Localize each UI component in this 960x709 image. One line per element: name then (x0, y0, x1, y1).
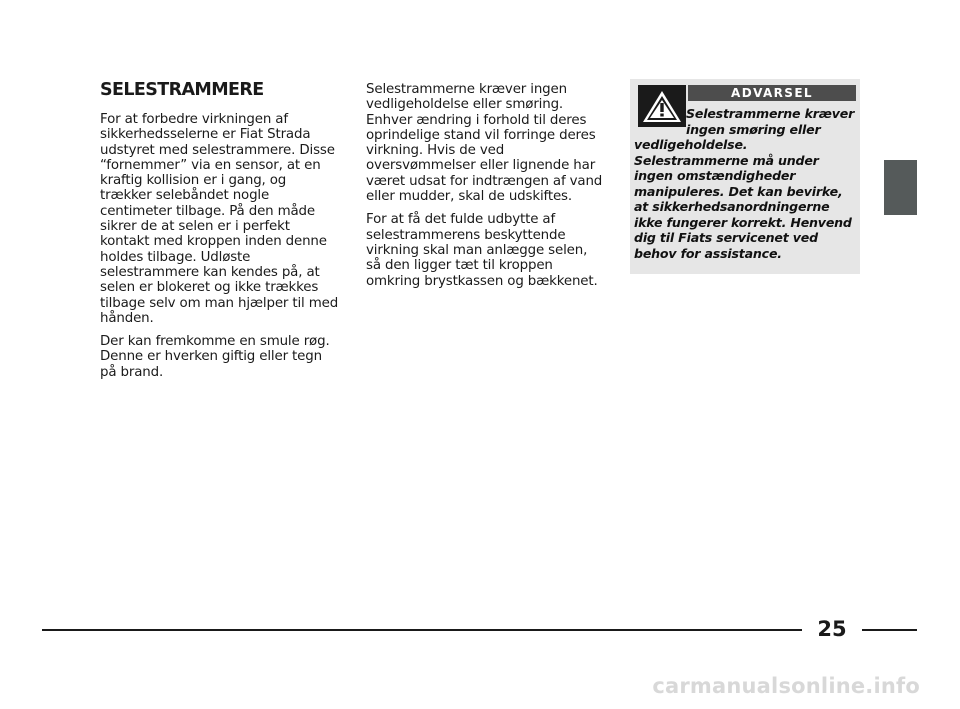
paragraph: Selestrammerne kræver ingen vedligeholdelse eller smøring. Enhver ændring i forhold til deres oprindelige stand vil forringe deres virkning. Hvis de ved oversvømmelser eller lignende har været udsat for indtrængen af vand eller mudder, skal de udskiftes. (366, 82, 603, 205)
warning-text: Selestrammerne kræver ingen smøring eller vedligeholdelse. Selestrammerne må under ingen omstændigheder manipuleres. Det kan bevirke, at sikkerhedsanordningerne ikke fungerer korrekt. Henvend dig til Fiats servicenet ved behov for assistance. (634, 106, 855, 261)
page-number: 25 (817, 617, 847, 641)
warning-text-block (634, 106, 858, 261)
paragraph: For at få det fulde udbytte af selestrammerens beskyttende virkning skal man anlægge selen, så den ligger tæt til kroppen omkring brystkassen og bækkenet. (366, 212, 598, 289)
chapter-tab (884, 160, 917, 215)
warning-box (630, 79, 860, 274)
left-column (100, 80, 340, 388)
footer-rule-right (862, 629, 917, 631)
warning-label: ADVARSEL (688, 85, 856, 101)
footer-rule-left (42, 629, 802, 631)
watermark: carmanualsonline.info (652, 674, 920, 698)
section-heading: SELESTRAMMERE (100, 80, 264, 100)
paragraph: For at forbedre virkningen af sikkerhedsselerne er Fiat Strada udstyret med selestrammere. Disse “fornemmer” via en sensor, at en kraftig kollision er i gang, og trækker selebåndet nogle centimeter tilbage. På den måde sikrer de at selen er i perfekt kontakt med kroppen inden denne holdes tilbage. Udløste selestrammere kan kendes på, at selen er blokeret og ikke trækkes tilbage selv om man hjælper til med hånden. (100, 112, 339, 326)
middle-column (366, 82, 606, 297)
paragraph: Der kan fremkomme en smule røg. Denne er hverken giftig eller tegn på brand. (100, 334, 330, 380)
